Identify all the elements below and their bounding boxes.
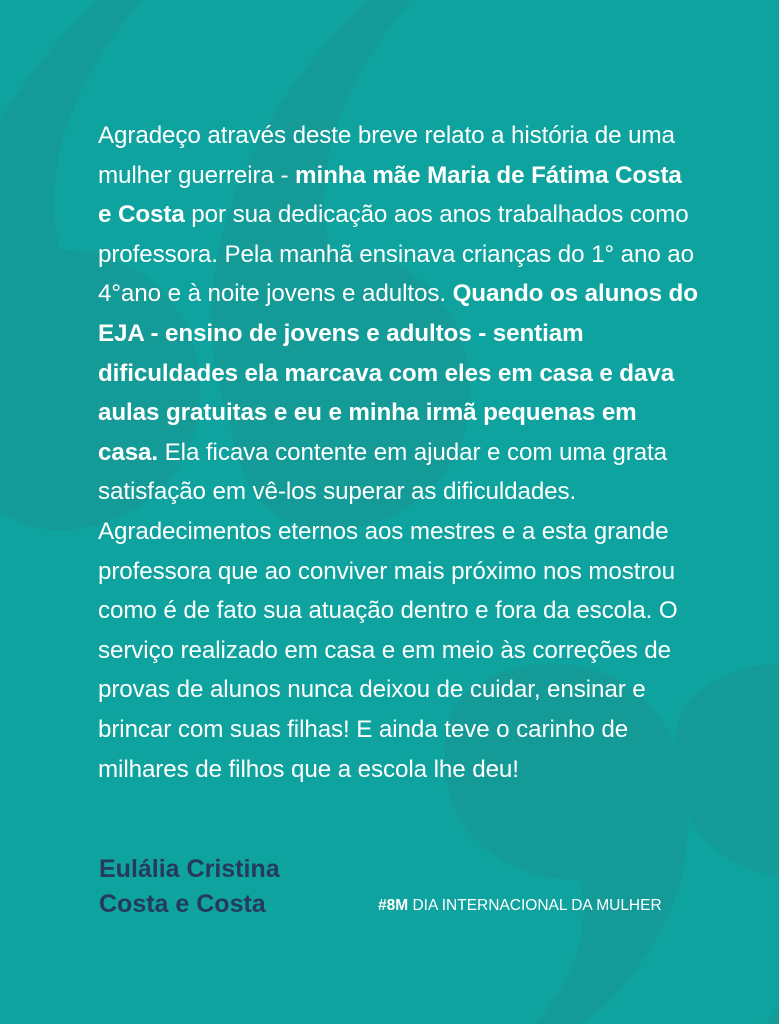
body-text-part-2: por sua dedicação aos anos trabalhados como professora. Pela manhã ensinava crianças do 1° ano ao 4°ano e à noite jovens e adultos. bbox=[98, 201, 694, 308]
author-name bbox=[99, 852, 359, 922]
body-highlight-mother-name: minha mãe Maria de Fátima Costa e Costa bbox=[98, 161, 682, 229]
testimonial-text bbox=[98, 116, 698, 789]
body-text-part-3: Ela ficava contente em ajudar e com uma grata satisfação em vê-los superar as dificuldades. Agradecimentos eternos aos mestres e a esta grande professora que ao conviver mais próximo nos mostrou como é de fato sua atuação dentro e fora da escola. O serviço realizado em casa e em meio às correções de provas de alunos nunca deixou de cuidar, ensinar e brincar com suas filhas! E ainda teve o carinho de milhares de filhos que a escola lhe deu! bbox=[98, 438, 678, 783]
author-name-line-2: Costa e Costa bbox=[99, 890, 266, 918]
hashtag-label: #8M bbox=[378, 897, 409, 914]
body-text-part-1: Agradeço através deste breve relato a história de uma mulher guerreira - bbox=[98, 122, 675, 189]
campaign-hashtag bbox=[378, 897, 662, 915]
body-highlight-eja: Quando os alunos do EJA - ensino de jovens e adultos - sentiam dificuldades ela marcava com eles em casa e dava aulas gratuitas e eu e minha irmã pequenas em casa. bbox=[98, 280, 698, 466]
author-name-line-1: Eulália Cristina bbox=[99, 855, 280, 883]
hashtag-text: DIA INTERNACIONAL DA MULHER bbox=[408, 897, 662, 914]
